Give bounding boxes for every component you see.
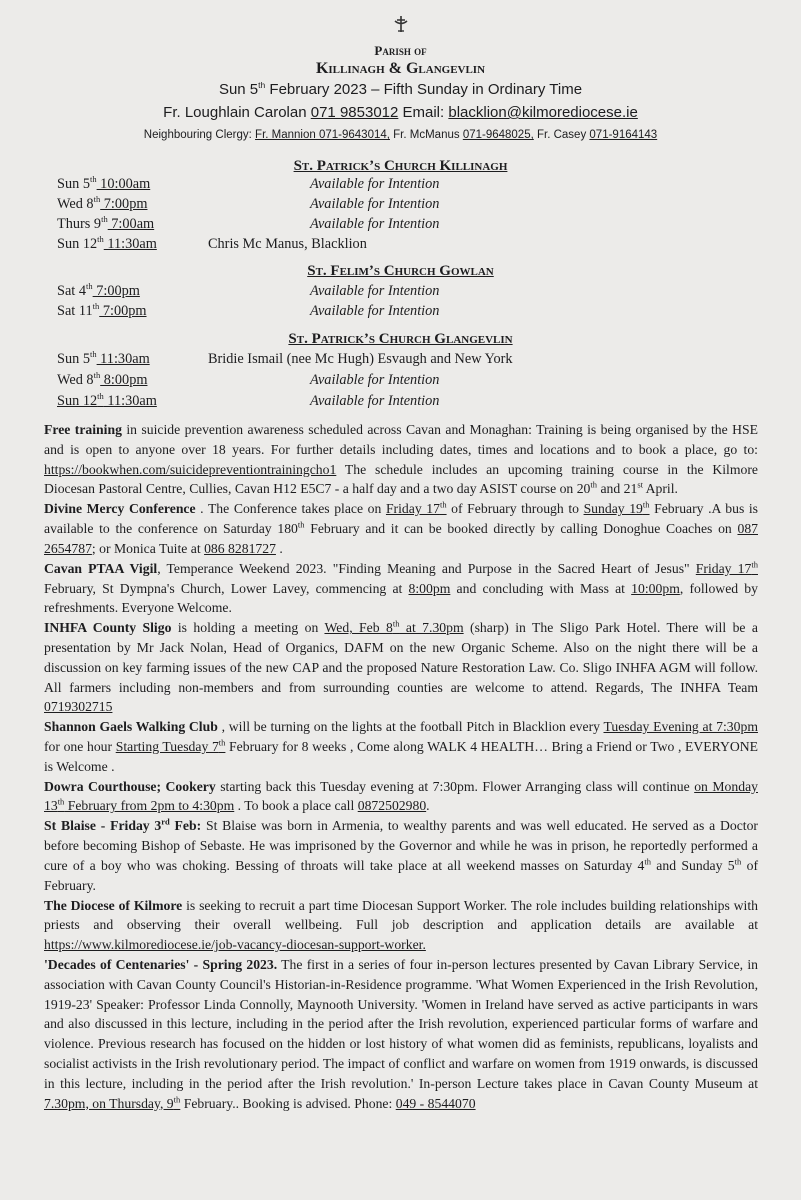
lecture-booking-phone[interactable]: 049 - 8544070 (395, 1095, 476, 1111)
notices-body (44, 420, 758, 1113)
parish-email-link[interactable]: blacklion@kilmorediocese.ie (448, 104, 638, 121)
cross-emblem-icon (391, 14, 411, 34)
training-booking-link[interactable]: https://bookwhen.com/suicidepreventiontrainingcho1 (44, 461, 337, 477)
mass-time: Sun 12th 11:30am (57, 234, 157, 252)
mass-time: Sun 5th 11:30am (57, 349, 150, 367)
notice-diocese-kilmore: The Diocese of Kilmore is seeking to recruit a part time Diocesan Support Worker. The role includes building relationships with priests and observing their overall wellbeing. Full job description and application details are available at https://www.kilmorediocese.ie/job-vacancy-diocesan-support-worker. (44, 897, 759, 953)
mass-intention: Available for Intention (310, 216, 440, 232)
monica-tuite-phone[interactable]: 086 8281727 (204, 540, 276, 556)
church-heading-killinagh: St. Patrick’s Church Killinagh (293, 158, 508, 174)
donoghue-coaches-phone[interactable]: 087 2654787 (44, 521, 758, 556)
notice-st-blaise: St Blaise - Friday 3rd Feb: St Blaise was born in Armenia, to wealthy parents and was well educated. He served as a Doctor before becoming Bishop of Sebaste. He was imprisoned by the Governor and while he was in prison, he reportedly performed a cure of a boy who was choking. Bessing of throats will take place at all weekend masses on Saturday 4th and Sunday 5th of February. (44, 816, 758, 893)
notice-ptaa-vigil: Cavan PTAA Vigil, Temperance Weekend 2023. "Finding Meaning and Purpose in the Sacred Heart of Jesus" Friday 17th February, St Dympna's Church, Lower Lavey, commencing at 8:00pm and concluding with Mass at 10:00pm, followed by refreshments. Everyone Welcome. (44, 559, 758, 616)
mass-intention: Available for Intention (310, 196, 440, 212)
notice-decades-centenaries: 'Decades of Centenaries' - Spring 2023. The first in a series of four in-person lectures presented by Cavan Library Service, in association with Cavan County Council's Historian-in-Residence programme. 'What Women Experienced in the Irish Revolution, 1919-23' Speaker: Professor Linda Connolly, Maynooth University. 'Women in Ireland have served as active participants in wars and also discussed in this lecture, including in the period after the Irish revolution, experienced particular forms of warfare and violence. Previous research has focused on the hidden or lost history of what women did as feminists, republicans, loyalists and socialist activists in the Irish revolutionary period. The impact of conflict and warfare on women from 1919 onwards, is discussed in this lecture, including in the period after the Irish revolution.' In-person Lecture takes place in Cavan County Museum at 7.30pm, on Thursday, 9th February.. Booking is advised. Phone: 049 - 8544070 (44, 956, 758, 1111)
priest-phone[interactable]: 071 9853012 (310, 104, 399, 121)
notice-divine-mercy: Divine Mercy Conference . The Conference takes place on Friday 17th of February through to Sunday 19th February .A bus is available to the conference on Saturday 180th February and it can be booked directly by calling Donoghue Coaches on 087 2654787; or Monica Tuite at 086 8281727 . (44, 499, 758, 556)
mass-time: Sun 12th 11:30am (57, 391, 157, 409)
diocese-job-link[interactable]: https://www.kilmorediocese.ie/job-vacancy-diocesan-support-worker. (44, 937, 426, 953)
parish-name: Killinagh & Glangevlin (315, 60, 486, 77)
mass-intention: Available for Intention (310, 372, 440, 388)
mass-intention: Available for Intention (310, 283, 440, 299)
dowra-booking-phone[interactable]: 0872502980 (357, 798, 427, 814)
neighbouring-clergy: Neighbouring Clergy: Fr. Mannion 071-9643014, Fr. McManus 071-9648025, Fr. Casey 071-9164143 (143, 129, 658, 141)
mass-time: Wed 8th 7:00pm (57, 194, 148, 212)
parish-of-label: Parish of (374, 43, 427, 58)
notice-dowra-courthouse: Dowra Courthouse; Cookery starting back this Tuesday evening at 7:30pm. Flower Arranging class will continue on Monday 13th February from 2pm to 4:30pm . To book a place call 0872502980. (44, 778, 758, 814)
notice-inhfa-sligo: INHFA County Sligo is holding a meeting on Wed, Feb 8th at 7.30pm (sharp) in The Sligo Park Hotel. There will be a presentation by Mr Jack Nolan, Head of Organics, DAFM on the new Organic Scheme. Also on the night there will be a discussion on key farming issues of the new CAP and the proposed Nature Restoration Law. Co. Sligo INHFA AGM will follow. All farmers including non-members and from surrounding counties are welcome to attend. Regards, The INHFA Team 0719302715 (44, 618, 758, 715)
mass-time: Sat 11th 7:00pm (57, 301, 147, 319)
notice-free-training: Free training in suicide prevention awareness scheduled across Cavan and Monaghan: Training is being organised by the HSE and is open to anyone over 18 years. For further details including dates, times and locations and to book a place, go to: https://bookwhen.com/suicidepreventiontrainingcho1 The schedule includes an upcoming training course in the Kilmore Diocesan Pastoral Centre, Cullies, Cavan H12 E5C7 - a half day and a two day ASIST course on 20th and 21st April. (44, 422, 758, 497)
mass-intention: Available for Intention (310, 176, 440, 192)
inhfa-phone[interactable]: 0719302715 (44, 699, 113, 715)
mass-time: Thurs 9th 7:00am (57, 214, 155, 232)
mass-time: Wed 8th 8:00pm (57, 370, 148, 388)
church-heading-glangevlin: St. Patrick’s Church Glangevlin (288, 331, 513, 347)
mass-intention: Available for Intention (310, 303, 440, 319)
mass-time: Sun 5th 10:00am (57, 174, 151, 192)
notice-walking-club: Shannon Gaels Walking Club , will be turning on the lights at the football Pitch in Blacklion every Tuesday Evening at 7:30pm for one hour Starting Tuesday 7th February for 8 weeks , Come along WALK 4 HEALTH… Bring a Friend or Two , EVERYONE is Welcome . (44, 719, 759, 774)
bulletin-date: Sun 5th February 2023 – Fifth Sunday in Ordinary Time (218, 80, 583, 98)
mass-intention: Available for Intention (310, 393, 440, 409)
church-heading-gowlan: St. Felim’s Church Gowlan (307, 263, 494, 279)
mass-intention: Bridie Ismail (nee Mc Hugh) Esvaugh and New York (208, 351, 513, 367)
priest-contact: Fr. Loughlain Carolan 071 9853012 Email: blacklion@kilmorediocese.ie (163, 104, 638, 121)
mass-time: Sat 4th 7:00pm (57, 281, 140, 299)
mass-intention: Chris Mc Manus, Blacklion (208, 236, 367, 252)
